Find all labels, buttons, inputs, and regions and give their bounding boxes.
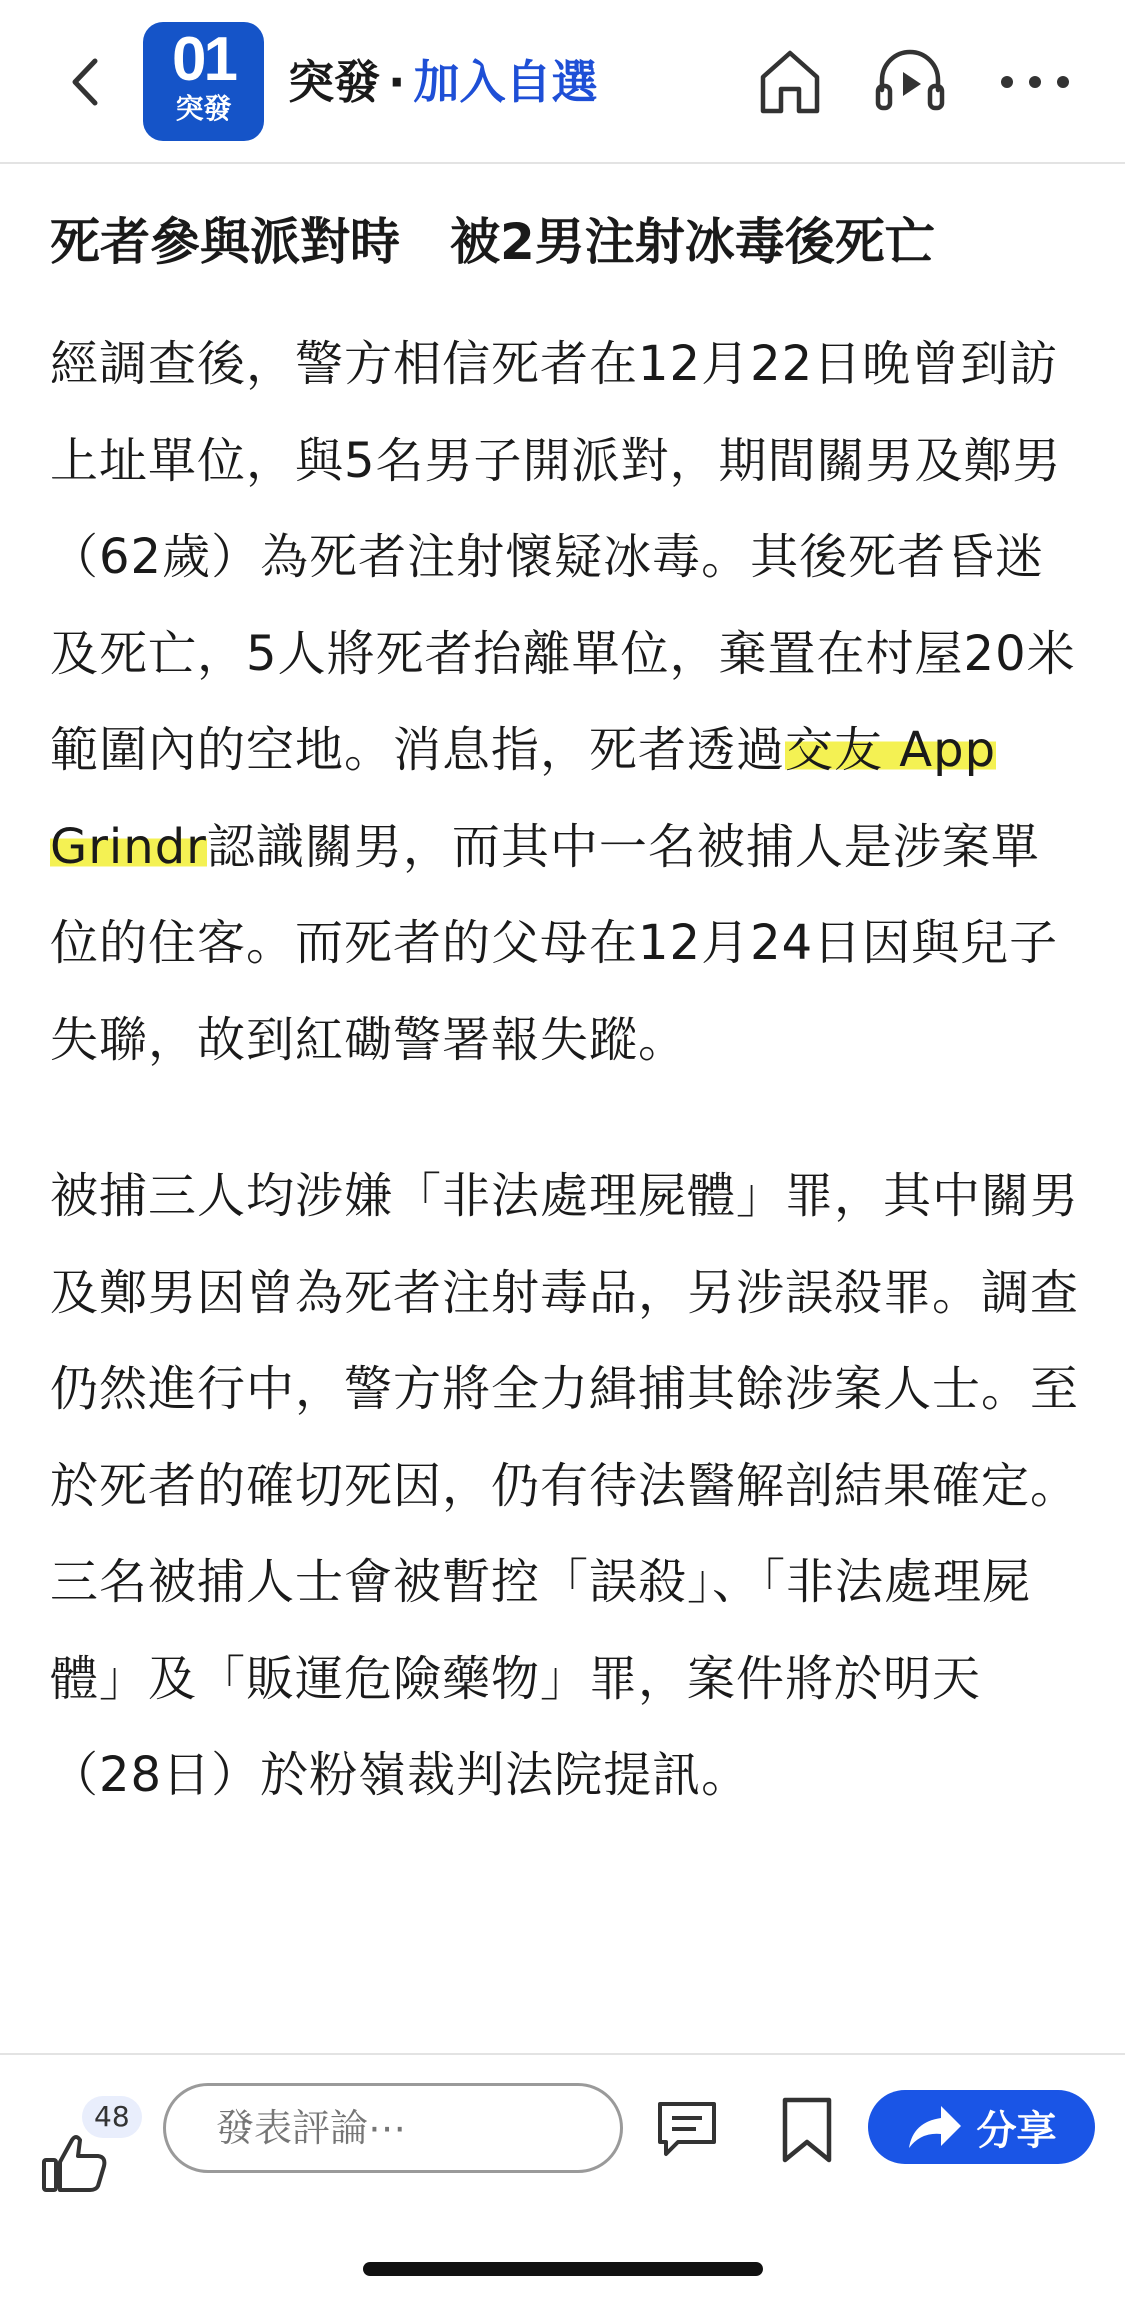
view-comments-button[interactable] xyxy=(650,2092,724,2166)
thumbs-up-icon xyxy=(40,2132,110,2196)
share-arrow-icon xyxy=(907,2104,963,2150)
article-body xyxy=(50,192,1080,1884)
bottom-divider xyxy=(0,2053,1125,2055)
share-button[interactable] xyxy=(868,2090,1095,2164)
podcast-audio-icon xyxy=(874,46,946,118)
bottom-action-bar xyxy=(0,2056,1125,2206)
audio-play-button[interactable] xyxy=(868,40,952,124)
article-paragraph-2: 被捕三人均涉嫌「非法處理屍體」罪，其中關男及鄭男因曾為死者注射毒品，另涉誤殺罪。調查仍然進行中，警方將全力緝捕其餘涉案人士。至於死者的確切死因，仍有待法醫解剖結果確定。三名被捕人士會被暫控「誤殺」、「非法處理屍體」及「販運危險藥物」罪，案件將於明天（28日）於粉嶺裁判法院提訊。 xyxy=(50,1168,1080,1803)
channel-title xyxy=(288,52,597,112)
paragraph-text: 認識關男，而其中一名被捕人是涉案單位的住客。而死者的父母在12月24日因與兒子失聯，故到紅磡警署報失蹤。 xyxy=(50,818,1059,1068)
more-options-button[interactable] xyxy=(990,40,1080,124)
bookmark-button[interactable] xyxy=(770,2090,844,2170)
home-button[interactable] xyxy=(748,40,832,124)
paragraph-text: 經調查後，警方相信死者在12月22日晚曾到訪上址單位，與5名男子開派對，期間關男及鄭男（62歲）為死者注射懷疑冰毒。其後死者昏迷及死亡，5人將死者抬離單位，棄置在村屋20米範圍內的空地。消息指，死者透過 xyxy=(50,336,1076,778)
comment-input[interactable] xyxy=(163,2083,623,2173)
logo-subtitle: 突發 xyxy=(175,92,232,125)
comments-icon xyxy=(656,2100,718,2158)
channel-name[interactable]: 突發 xyxy=(288,55,380,109)
bookmark-icon xyxy=(781,2096,833,2164)
top-navigation-bar xyxy=(0,0,1125,164)
channel-logo[interactable] xyxy=(143,22,264,141)
home-icon xyxy=(757,47,823,117)
home-indicator[interactable] xyxy=(363,2262,763,2276)
logo-mark: 01 xyxy=(172,25,235,94)
like-count-badge: 48 xyxy=(82,2096,142,2138)
back-button[interactable] xyxy=(50,45,120,119)
share-label: 分享 xyxy=(976,2107,1057,2154)
highlighted-text[interactable]: 交友 App Grindr xyxy=(50,722,997,875)
back-arrow-icon xyxy=(70,57,100,107)
follow-channel-link[interactable]: 加入自選 xyxy=(413,55,598,109)
section-heading: 死者參與派對時 被2男注射冰毒後死亡 xyxy=(50,213,935,271)
more-dots-icon xyxy=(999,74,1071,90)
like-button[interactable] xyxy=(40,2096,150,2196)
article-paragraph-1 xyxy=(50,316,1080,1088)
title-separator: · xyxy=(388,55,406,109)
